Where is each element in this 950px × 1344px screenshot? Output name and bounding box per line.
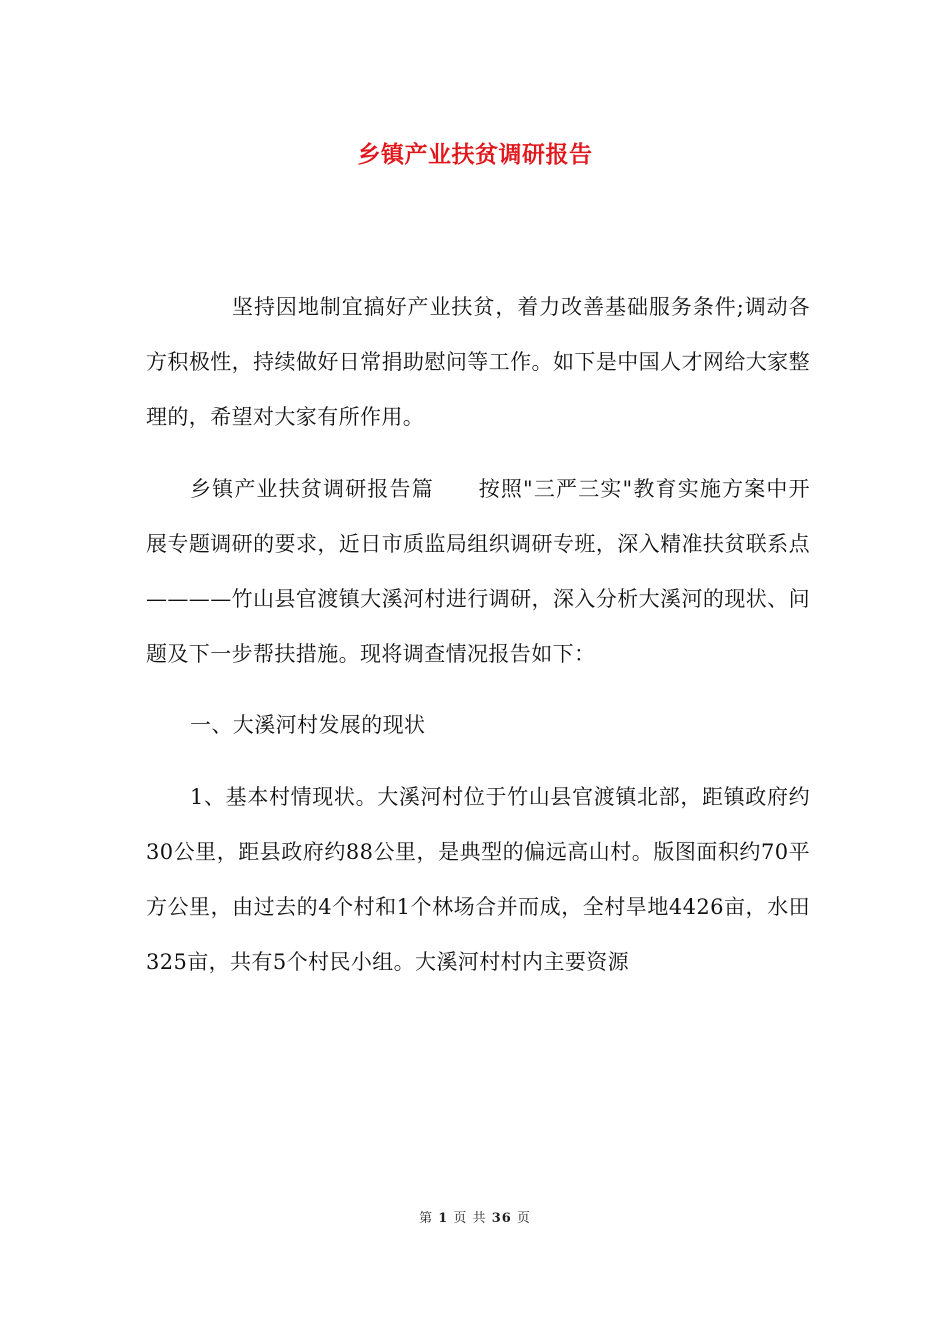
footer-prefix: 第	[419, 1211, 434, 1226]
document-body	[146, 280, 810, 1006]
footer-current-page: 1	[438, 1211, 449, 1226]
footer-suffix: 页	[516, 1211, 531, 1226]
paragraph-research-text: 按照"三严三实"教育实施方案中开展专题调研的要求，近日市质监局组织调研专班，深入精准扶贫联系点————竹山县官渡镇大溪河村进行调研，深入分析大溪河的现状、问题及下一步帮扶措施。现将调查情况报告如下：	[146, 476, 810, 667]
paragraph-intro: 坚持因地制宜搞好产业扶贫，着力改善基础服务条件;调动各方积极性，持续做好日常捐助慰问等工作。如下是中国人才网给大家整理的，希望对大家有所作用。	[146, 295, 810, 430]
paragraph-village-status: 1、基本村情现状。大溪河村位于竹山县官渡镇北部，距镇政府约30公里，距县政府约88公里，是典型的偏远高山村。版图面积约70平方公里，由过去的4个村和1个林场合并而成，全村旱地4426亩，水田325亩，共有5个村民小组。大溪河村村内主要资源	[146, 784, 810, 975]
document-title: 乡镇产业扶贫调研报告	[357, 141, 593, 168]
paragraph-section-intro	[146, 462, 810, 683]
footer-mid: 页 共	[453, 1211, 487, 1226]
section-heading: 乡镇产业扶贫调研报告篇	[190, 476, 434, 501]
page-footer	[0, 1207, 950, 1226]
footer-total-pages: 36	[491, 1211, 512, 1226]
paragraph-heading-one: 一、大溪河村发展的现状	[190, 713, 426, 738]
